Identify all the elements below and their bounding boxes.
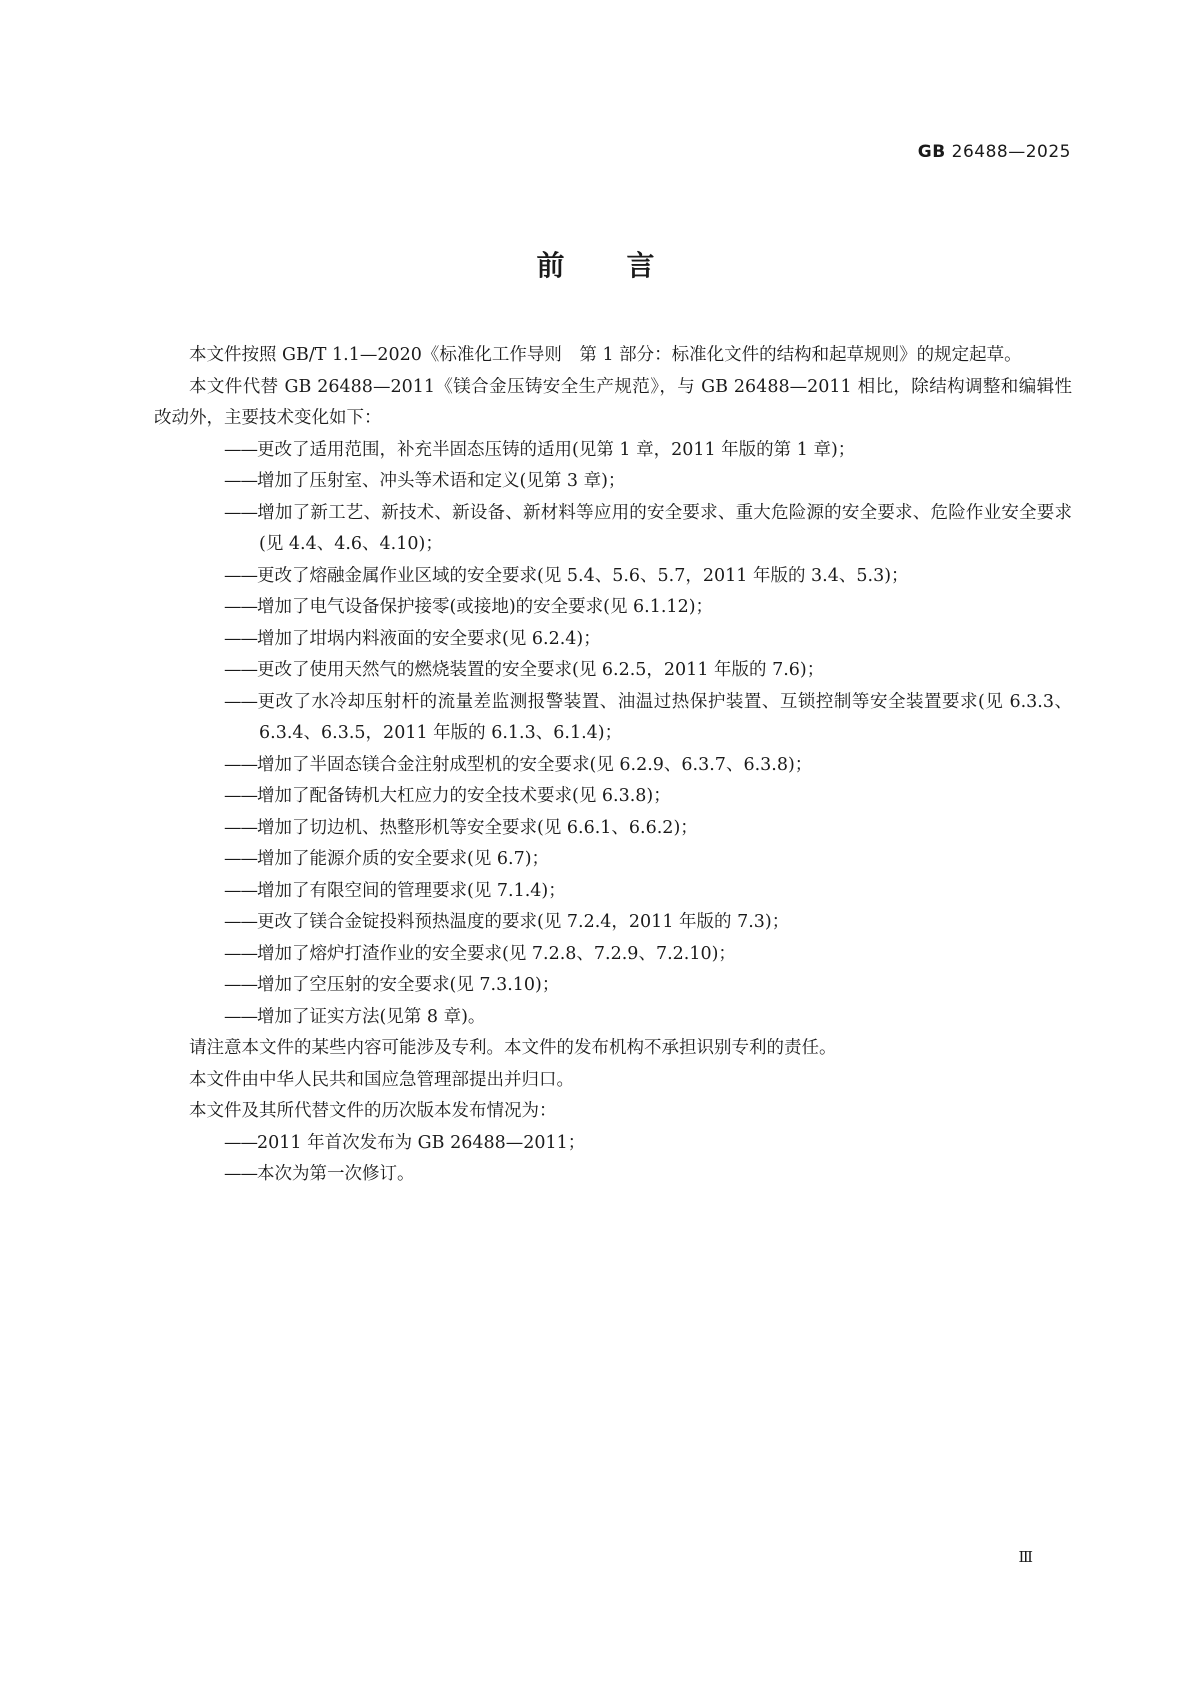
paragraph: 本文件按照 GB/T 1.1—2020《标准化工作导则 第 1 部分：标准化文件的结构和起草规则》的规定起草。	[189, 345, 1022, 365]
list-item: ——更改了镁合金锭投料预热温度的要求(见 7.2.4，2011 年版的 7.3)；	[224, 912, 790, 932]
list-item: ——增加了空压射的安全要求(见 7.3.10)；	[224, 975, 560, 995]
page-title	[0, 244, 1191, 284]
list-item: ——本次为第一次修订。	[224, 1164, 415, 1184]
list-item: ——增加了半固态镁合金注射成型机的安全要求(见 6.2.9、6.3.7、6.3.8)；	[224, 754, 813, 775]
list-item: ——更改了使用天然气的燃烧装置的安全要求(见 6.2.5，2011 年版的 7.6)；	[224, 660, 825, 680]
list-item: ——增加了能源介质的安全要求(见 6.7)；	[224, 849, 550, 869]
title-char-1: 前	[536, 249, 565, 282]
list-item: ——增加了坩埚内料液面的安全要求(见 6.2.4)；	[224, 628, 601, 649]
list-item: ——增加了有限空间的管理要求(见 7.1.4)；	[224, 880, 566, 901]
page-number: Ⅲ	[1018, 1548, 1033, 1566]
list-item: ——2011 年首次发布为 GB 26488—2011；	[224, 1132, 586, 1153]
list-item: ——增加了证实方法(见第 8 章)。	[224, 1006, 486, 1027]
paragraph: 本文件及其所代替文件的历次版本发布情况为：	[189, 1101, 557, 1121]
list-item: ——增加了熔炉打渣作业的安全要求(见 7.2.8、7.2.9、7.2.10)；	[224, 943, 736, 964]
list-item: ——增加了压射室、冲头等术语和定义(见第 3 章)；	[224, 471, 626, 491]
list-item: ——更改了水冷却压射杆的流量差监测报警装置、油温过热保护装置、互锁控制等安全装置要求(见 6.3.3、6.3.4、6.3.5，2011 年版的 6.1.3、6.1.4)；	[224, 691, 1072, 743]
history-list	[154, 1128, 1072, 1191]
changes-list	[154, 435, 1072, 1034]
list-item: ——增加了新工艺、新技术、新设备、新材料等应用的安全要求、重大危险源的安全要求、危险作业安全要求(见 4.4、4.6、4.10)；	[224, 502, 1072, 554]
list-item: ——增加了切边机、热整形机等安全要求(见 6.6.1、6.6.2)；	[224, 817, 698, 838]
foreword-body	[154, 340, 1072, 1191]
paragraph: 请注意本文件的某些内容可能涉及专利。本文件的发布机构不承担识别专利的责任。	[189, 1038, 837, 1058]
list-item: ——更改了适用范围，补充半固态压铸的适用(见第 1 章，2011 年版的第 1 章)；	[224, 439, 856, 460]
list-item: ——增加了电气设备保护接零(或接地)的安全要求(见 6.1.12)；	[224, 597, 714, 617]
standard-number: 26488—2025	[951, 142, 1071, 162]
paragraph: 本文件代替 GB 26488—2011《镁合金压铸安全生产规范》，与 GB 26488—2011 相比，除结构调整和编辑性改动外，主要技术变化如下：	[154, 376, 1072, 428]
list-item: ——增加了配备铸机大杠应力的安全技术要求(见 6.3.8)；	[224, 786, 671, 806]
standard-prefix: GB	[917, 142, 946, 162]
title-char-2: 言	[626, 249, 655, 282]
list-item: ——更改了熔融金属作业区域的安全要求(见 5.4、5.6、5.7，2011 年版的 3.4、5.3)；	[224, 565, 909, 586]
document-number	[918, 142, 1071, 162]
paragraph: 本文件由中华人民共和国应急管理部提出并归口。	[189, 1069, 574, 1090]
